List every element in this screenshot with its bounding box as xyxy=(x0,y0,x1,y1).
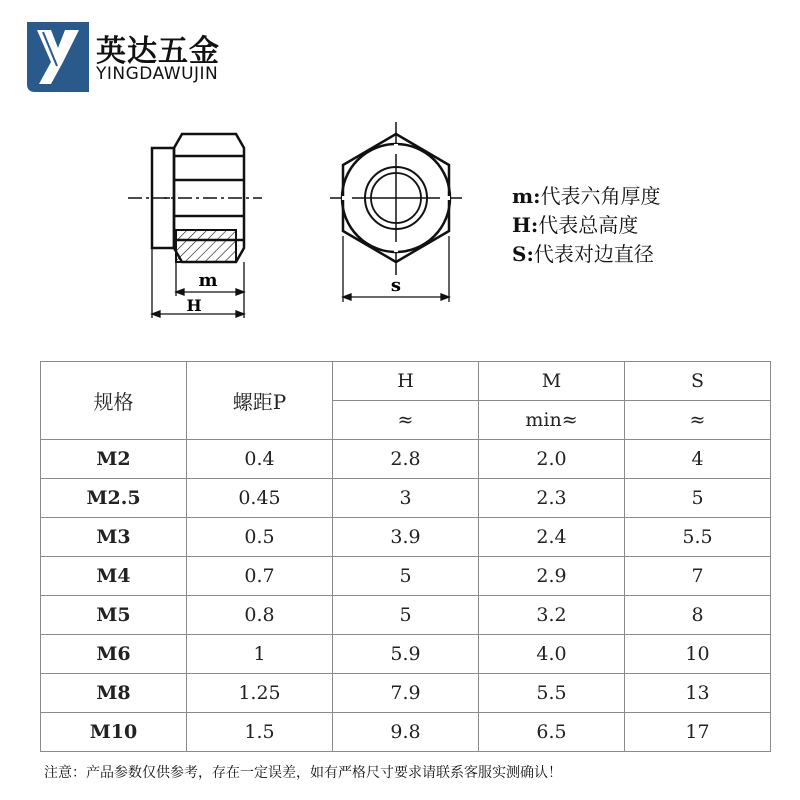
cell-h: 5 xyxy=(333,557,479,596)
cell-size: M5 xyxy=(41,596,187,635)
dimension-legend xyxy=(512,182,661,269)
legend-sep: : xyxy=(526,242,534,266)
header-m-sub: min≈ xyxy=(479,401,625,440)
cell-pitch: 1.5 xyxy=(187,713,333,752)
header-h: H xyxy=(333,362,479,401)
cell-s: 13 xyxy=(625,674,771,713)
cell-pitch: 0.4 xyxy=(187,440,333,479)
table-row xyxy=(41,674,771,713)
cell-pitch: 0.5 xyxy=(187,518,333,557)
cell-h: 9.8 xyxy=(333,713,479,752)
cell-m: 2.0 xyxy=(479,440,625,479)
brand-logo-icon xyxy=(27,22,89,92)
header-s-sub: ≈ xyxy=(625,401,771,440)
disclaimer-note: 注意：产品参数仅供参考，存在一定误差，如有严格尺寸要求请联系客服实测确认！ xyxy=(44,765,562,781)
cell-m: 2.9 xyxy=(479,557,625,596)
dim-h-label: H xyxy=(186,296,202,315)
cell-pitch: 0.8 xyxy=(187,596,333,635)
table-row xyxy=(41,479,771,518)
cell-pitch: 0.7 xyxy=(187,557,333,596)
cell-size: M2 xyxy=(41,440,187,479)
cell-m: 2.4 xyxy=(479,518,625,557)
legend-sep: : xyxy=(530,213,539,237)
header-spec: 规格 xyxy=(41,362,187,440)
table-row xyxy=(41,713,771,752)
legend-symbol: m xyxy=(512,184,534,208)
header-m: M xyxy=(479,362,625,401)
cell-m: 4.0 xyxy=(479,635,625,674)
brand-name-en: YINGDAWUJIN xyxy=(96,64,219,84)
spec-table xyxy=(40,361,771,752)
legend-row-s xyxy=(512,240,661,269)
header-h-sub: ≈ xyxy=(333,401,479,440)
legend-text: 代表六角厚度 xyxy=(540,184,661,208)
cell-s: 4 xyxy=(625,440,771,479)
cell-pitch: 1.25 xyxy=(187,674,333,713)
dim-s-label: s xyxy=(390,275,402,296)
table-row xyxy=(41,596,771,635)
cell-size: M4 xyxy=(41,557,187,596)
cell-h: 3 xyxy=(333,479,479,518)
legend-symbol: H xyxy=(512,213,531,237)
table-row xyxy=(41,440,771,479)
legend-row-m xyxy=(512,182,661,211)
table-row xyxy=(41,557,771,596)
legend-text: 代表对边直径 xyxy=(533,242,654,266)
cell-h: 7.9 xyxy=(333,674,479,713)
cell-size: M8 xyxy=(41,674,187,713)
cell-pitch: 1 xyxy=(187,635,333,674)
cell-size: M2.5 xyxy=(41,479,187,518)
table-row xyxy=(41,635,771,674)
cell-s: 10 xyxy=(625,635,771,674)
legend-row-h xyxy=(512,211,661,240)
brand-name-cn: 英达五金 xyxy=(96,34,220,69)
cell-pitch: 0.45 xyxy=(187,479,333,518)
header-pitch: 螺距P xyxy=(187,362,333,440)
header-s: S xyxy=(625,362,771,401)
cell-size: M6 xyxy=(41,635,187,674)
cell-size: M10 xyxy=(41,713,187,752)
cell-m: 2.3 xyxy=(479,479,625,518)
cell-m: 5.5 xyxy=(479,674,625,713)
cell-s: 17 xyxy=(625,713,771,752)
cell-m: 6.5 xyxy=(479,713,625,752)
legend-symbol: S xyxy=(512,242,527,266)
cell-h: 3.9 xyxy=(333,518,479,557)
cell-h: 2.8 xyxy=(333,440,479,479)
cell-h: 5 xyxy=(333,596,479,635)
dim-m-label: m xyxy=(198,270,218,291)
table-row xyxy=(41,518,771,557)
cell-m: 3.2 xyxy=(479,596,625,635)
cell-size: M3 xyxy=(41,518,187,557)
cell-s: 5 xyxy=(625,479,771,518)
nut-technical-drawing xyxy=(0,100,800,350)
cell-s: 7 xyxy=(625,557,771,596)
legend-text: 代表总高度 xyxy=(538,213,639,237)
legend-sep: : xyxy=(533,184,541,208)
cell-s: 8 xyxy=(625,596,771,635)
cell-h: 5.9 xyxy=(333,635,479,674)
cell-s: 5.5 xyxy=(625,518,771,557)
